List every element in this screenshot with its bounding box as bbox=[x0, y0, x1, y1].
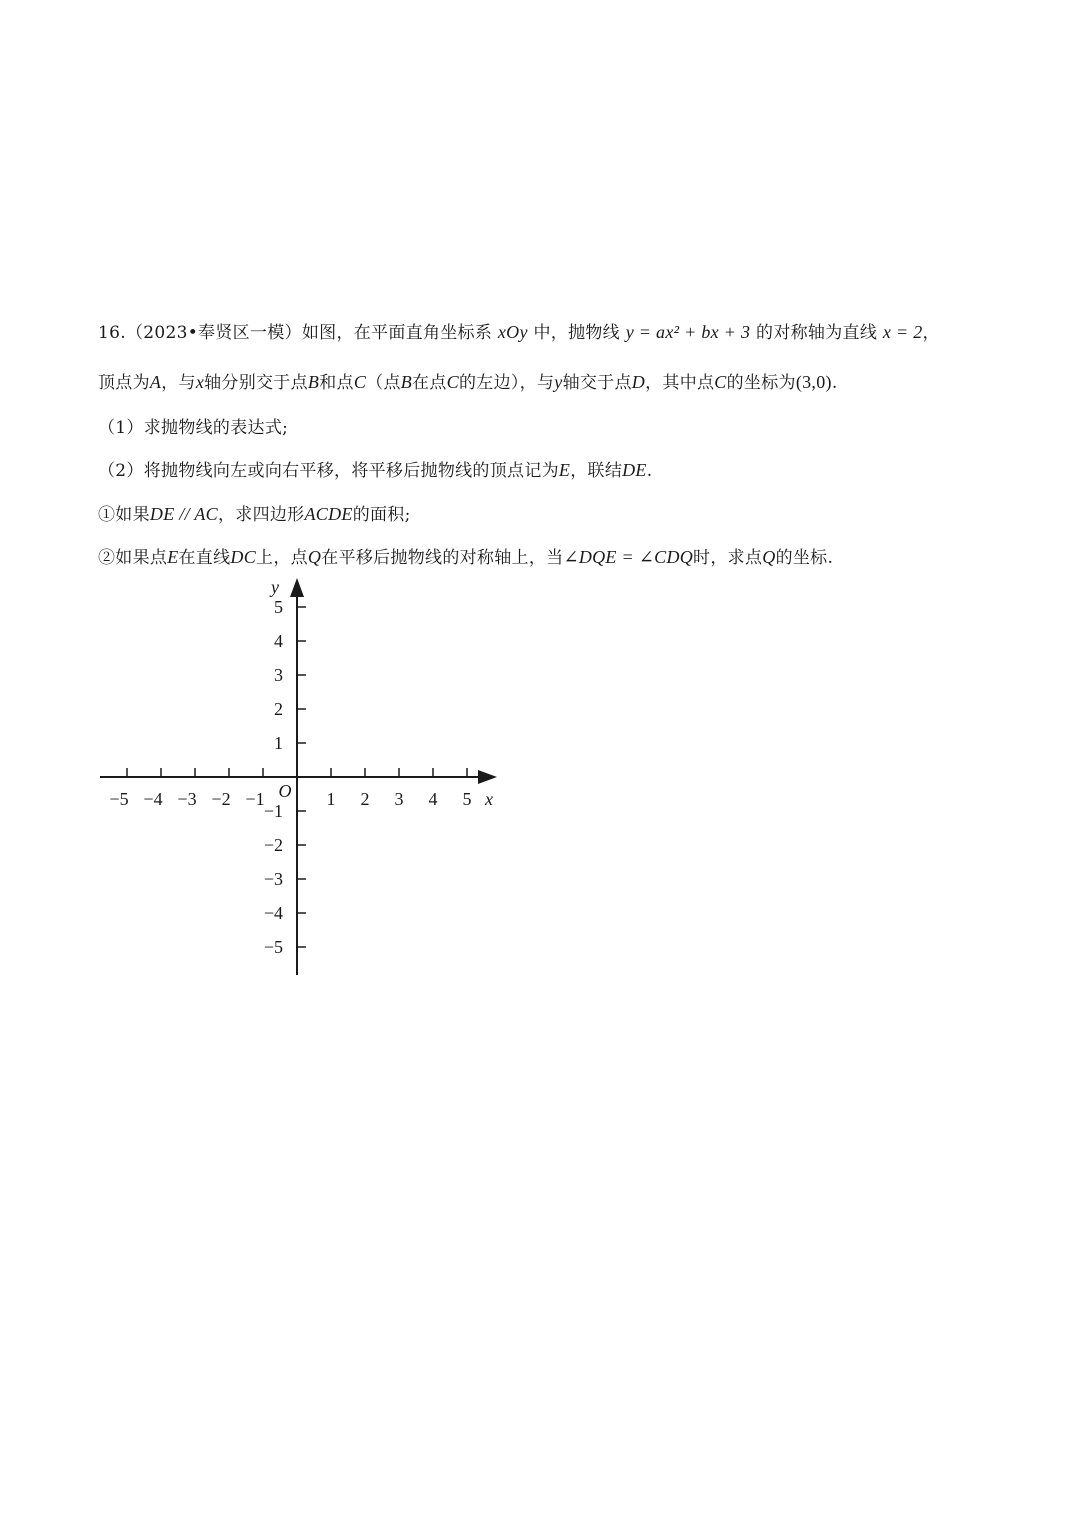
symmetry-axis-equation: x = 2 bbox=[882, 322, 923, 342]
problem-source: （2023•奉贤区一模） bbox=[125, 323, 302, 343]
part-2: （2）将抛物线向左或向右平移，将平移后抛物线的顶点记为E，联结DE. bbox=[98, 460, 653, 481]
x-tick-label: 5 bbox=[462, 789, 472, 809]
x-tick-label: −4 bbox=[143, 789, 163, 809]
y-tick-label: −2 bbox=[263, 835, 283, 855]
x-tick-label: 4 bbox=[428, 789, 438, 809]
x-tick-label: −5 bbox=[109, 789, 129, 809]
x-tick-label: 1 bbox=[326, 789, 336, 809]
x-tick-label: −1 bbox=[245, 789, 265, 809]
sub-question-1: ①如果DE // AC，求四边形ACDE的面积; bbox=[98, 504, 411, 525]
origin-label: O bbox=[278, 781, 292, 801]
x-tick-label: 3 bbox=[394, 789, 404, 809]
y-tick-label: 1 bbox=[274, 733, 283, 753]
axes-group bbox=[100, 578, 497, 975]
y-tick-label: 3 bbox=[274, 665, 283, 685]
parallel-condition: DE // AC bbox=[149, 504, 218, 524]
y-axis-arrow bbox=[290, 578, 304, 597]
sub-question-2: ②如果点E在直线DC上，点Q在平移后抛物线的对称轴上，当∠DQE = ∠CDQ时，求点Q的坐标. bbox=[98, 547, 834, 568]
y-tick-label: −5 bbox=[263, 937, 283, 957]
angle-condition: ∠DQE = ∠CDQ bbox=[563, 547, 694, 567]
coord-system-label: xOy bbox=[497, 322, 528, 342]
part-1: （1）求抛物线的表达式; bbox=[98, 418, 289, 438]
x-tick-label: 2 bbox=[360, 789, 370, 809]
problem-number: 16 bbox=[98, 323, 121, 343]
x-tick-label: −3 bbox=[177, 789, 197, 809]
y-tick-label: 5 bbox=[274, 597, 283, 617]
problem-line-1: 16.（2023•奉贤区一模）如图，在平面直角坐标系 xOy 中，抛物线 y = ax² + bx + 3 的对称轴为直线 x = 2， bbox=[98, 322, 940, 343]
x-axis-label: x bbox=[485, 789, 493, 809]
point-c-coordinate: (3,0) bbox=[795, 372, 832, 392]
problem-line-2: 顶点为A，与x轴分别交于点B和点C（点B在点C的左边），与y轴交于点D，其中点C的坐标为(3,0). bbox=[98, 372, 838, 393]
y-tick-label: −1 bbox=[263, 801, 283, 821]
y-tick-label: −4 bbox=[263, 903, 283, 923]
y-tick-label: 4 bbox=[274, 631, 283, 651]
parabola-equation: y = ax² + bx + 3 bbox=[625, 322, 751, 342]
y-tick-label: −3 bbox=[263, 869, 283, 889]
x-tick-label: −2 bbox=[211, 789, 231, 809]
x-axis-arrow bbox=[478, 770, 497, 784]
y-axis-label: y bbox=[271, 577, 279, 597]
labels-group bbox=[109, 577, 493, 957]
y-tick-label: 2 bbox=[274, 699, 283, 719]
